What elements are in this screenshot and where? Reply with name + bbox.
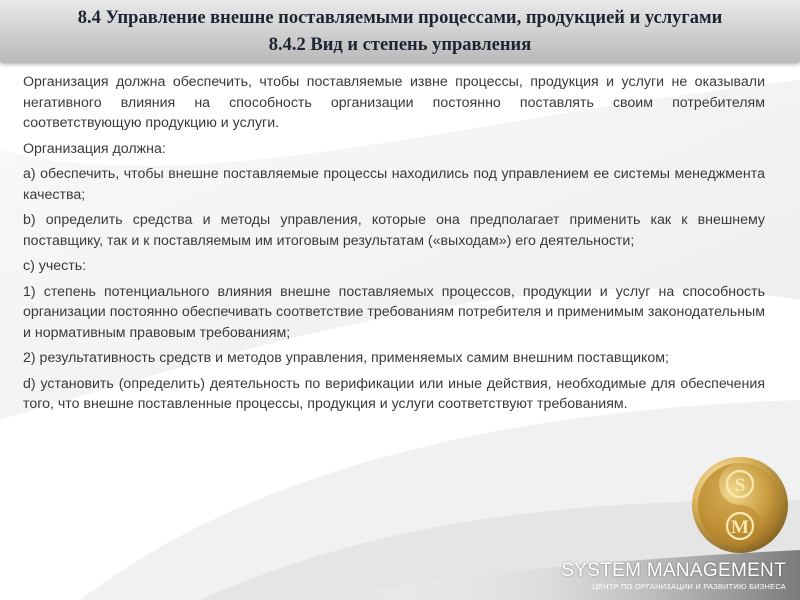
brand-block — [546, 560, 786, 592]
paragraph-item-d: d) установить (определить) деятельность по верификации или иные действия, необходимые для обеспечения того, что внешне поставленные процессы, продукция и услуги соответствуют требованиям. — [23, 375, 765, 412]
brand-name: SYSTEM MANAGEMENT — [561, 560, 786, 581]
paragraph-item-c1: 1) степень потенциального влияния внешне поставляемых процессов, продукции и услуг на способность организации постоянно обеспечивать соответствие требованиям потребителя и применимым законодательным и нормативным правовым требованиям; — [23, 283, 765, 341]
paragraph-item-c: c) учесть: — [23, 258, 87, 274]
logo-letter-s: S — [734, 475, 746, 496]
paragraph-item-b: b) определить средства и методы управления, которые она предполагает применить как к внешнему поставщику, так и к поставляемым им итоговым результатам («выходам») его деятельности; — [23, 212, 765, 249]
paragraph-intro: Организация должна обеспечить, чтобы поставляемые извне процессы, продукция и услуги не оказывали негативного влияния на способность организации постоянно поставлять своим потребителям соответствующую продукцию и услуги. — [23, 74, 765, 131]
logo-letter-m: M — [731, 517, 749, 538]
paragraph-item-c2: 2) результативность средств и методов управления, применяемых самим внешним поставщиком; — [23, 350, 669, 366]
slide-header — [0, 0, 800, 62]
yin-yang-gold-logo-icon — [690, 455, 790, 555]
slide-body-text — [23, 72, 765, 420]
company-logo — [690, 455, 790, 555]
slide-subtitle: 8.4.2 Вид и степень управления — [268, 35, 532, 55]
paragraph-requirements-lead: Организация должна: — [23, 140, 166, 157]
slide-title: 8.4 Управление внешне поставляемыми процессами, продукцией и услугами — [77, 8, 723, 28]
brand-tagline: ЦЕНТР ПО ОРГАНИЗАЦИИ И РАЗВИТИЮ БИЗНЕСА — [592, 582, 786, 591]
paragraph-item-a: a) обеспечить, чтобы внешне поставляемые процессы находились под управлением ее системы менеджмента качества; — [23, 166, 765, 203]
